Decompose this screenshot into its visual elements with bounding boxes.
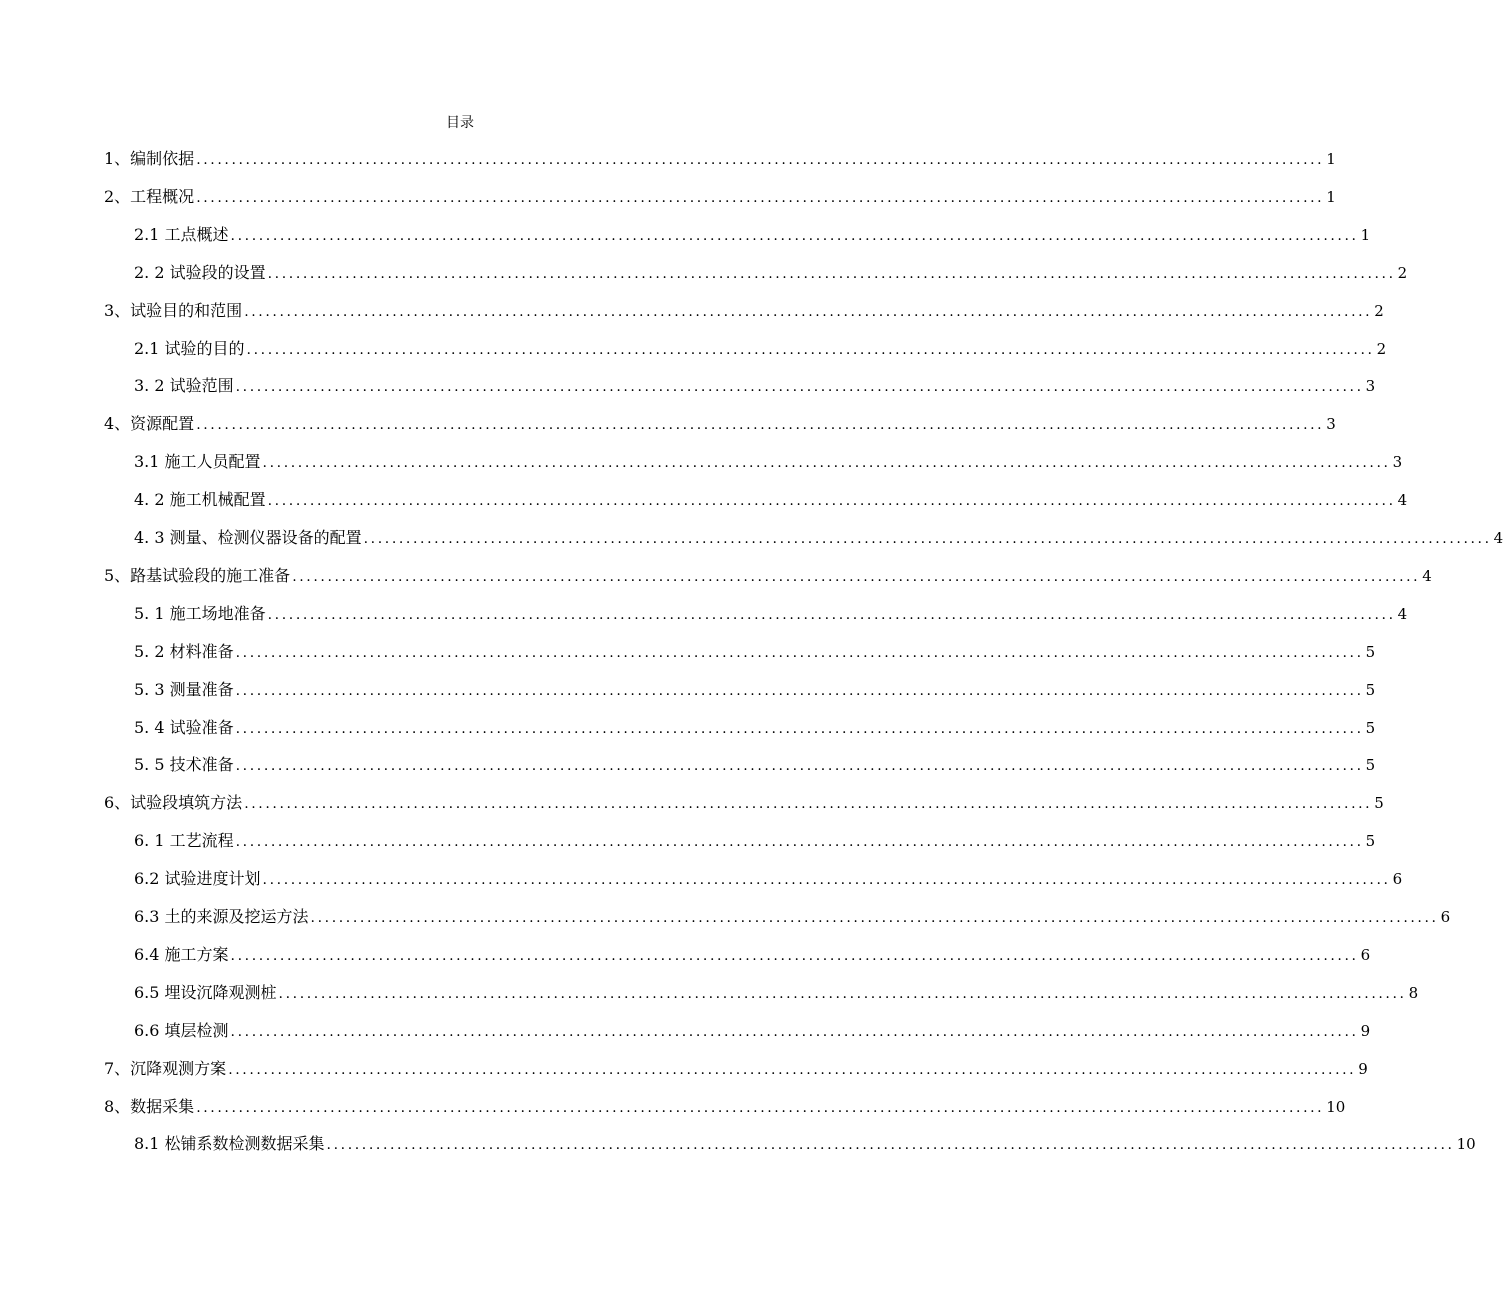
toc-dot-leader: ................................................................................................................................................................: [363, 531, 1492, 547]
toc-page-number: 5: [1365, 643, 1376, 661]
toc-page-number: 1: [1360, 226, 1371, 244]
toc-dot-leader: ................................................................................................................................................................: [196, 1100, 1325, 1116]
toc-page-number: 4: [1493, 529, 1503, 547]
toc-page-number: 5: [1365, 681, 1376, 699]
toc-dot-leader: ................................................................................................................................................................: [246, 342, 1375, 358]
toc-entry-label: 1、编制依据: [104, 149, 195, 168]
toc-entry-label: 3.1 施工人员配置: [134, 452, 261, 471]
toc-entry[interactable]: [104, 564, 1432, 588]
toc-dot-leader: ................................................................................................................................................................: [230, 228, 1359, 244]
toc-entry-label: 2. 2 试验段的设置: [134, 263, 266, 282]
toc-entry-label: 4. 2 施工机械配置: [134, 490, 266, 509]
toc-title: 目录: [446, 115, 474, 131]
toc-entry[interactable]: [134, 374, 1376, 398]
toc-page-number: 10: [1456, 1135, 1476, 1153]
toc-entry-label: 2.1 工点概述: [134, 225, 229, 244]
toc-dot-leader: ................................................................................................................................................................: [235, 379, 1364, 395]
toc-page-number: 8: [1408, 984, 1419, 1002]
toc-entry[interactable]: [134, 337, 1387, 361]
toc-page-number: 5: [1365, 719, 1376, 737]
toc-dot-leader: ................................................................................................................................................................: [196, 190, 1325, 206]
toc-entry[interactable]: [134, 867, 1403, 891]
toc-dot-leader: ................................................................................................................................................................: [267, 607, 1396, 623]
toc-dot-leader: ................................................................................................................................................................: [244, 304, 1373, 320]
toc-page-number: 2: [1374, 302, 1384, 320]
toc-entry-label: 6.4 施工方案: [134, 945, 229, 964]
toc-page-number: 3: [1365, 377, 1376, 395]
toc-entry[interactable]: [104, 185, 1336, 209]
toc-entry-label: 6、试验段填筑方法: [104, 793, 243, 812]
toc-entry[interactable]: [134, 829, 1376, 853]
toc-page-number: 4: [1397, 491, 1408, 509]
toc-entry-label: 5. 1 施工场地准备: [134, 604, 266, 623]
toc-entry-label: 5. 4 试验准备: [134, 718, 234, 737]
toc-page-number: 2: [1397, 264, 1408, 282]
toc-entry-label: 5. 3 测量准备: [134, 680, 234, 699]
toc-page-number: 1: [1326, 150, 1336, 168]
toc-dot-leader: ................................................................................................................................................................: [228, 1062, 1357, 1078]
toc-entry[interactable]: [134, 1132, 1476, 1156]
toc-entry[interactable]: [134, 905, 1451, 929]
toc-entry-label: 6.3 土的来源及挖运方法: [134, 907, 309, 926]
toc-page-number: 6: [1392, 870, 1403, 888]
toc-entry-label: 5、路基试验段的施工准备: [104, 566, 291, 585]
toc-entry[interactable]: [134, 981, 1419, 1005]
toc-dot-leader: ................................................................................................................................................................: [292, 569, 1421, 585]
toc-entry[interactable]: [104, 412, 1336, 436]
toc-page-number: 5: [1365, 832, 1376, 850]
toc-dot-leader: ................................................................................................................................................................: [230, 1024, 1359, 1040]
toc-dot-leader: ................................................................................................................................................................: [235, 645, 1364, 661]
toc-page-number: 4: [1422, 567, 1432, 585]
toc-dot-leader: ................................................................................................................................................................: [235, 758, 1364, 774]
toc-entry[interactable]: [134, 1019, 1371, 1043]
toc-entry-label: 4. 3 测量、检测仪器设备的配置: [134, 528, 362, 547]
toc-entry-label: 6.6 填层检测: [134, 1021, 229, 1040]
toc-entry-label: 6. 1 工艺流程: [134, 831, 234, 850]
toc-entry[interactable]: [104, 1095, 1346, 1119]
toc-page-number: 6: [1360, 946, 1371, 964]
toc-dot-leader: ................................................................................................................................................................: [235, 721, 1364, 737]
toc-dot-leader: ................................................................................................................................................................: [230, 948, 1359, 964]
toc-dot-leader: ................................................................................................................................................................: [267, 266, 1396, 282]
toc-entry-label: 5. 5 技术准备: [134, 755, 234, 774]
toc-entry[interactable]: [134, 488, 1408, 512]
toc-entry[interactable]: [134, 223, 1371, 247]
toc-entry[interactable]: [134, 678, 1376, 702]
toc-dot-leader: ................................................................................................................................................................: [235, 683, 1364, 699]
toc-page-number: 10: [1326, 1098, 1346, 1116]
toc-entry[interactable]: [134, 753, 1376, 777]
toc-entry-label: 8、数据采集: [104, 1097, 195, 1116]
toc-page-number: 3: [1326, 415, 1336, 433]
toc-entry[interactable]: [104, 791, 1384, 815]
toc-page-number: 6: [1440, 908, 1451, 926]
toc-entry[interactable]: [104, 299, 1384, 323]
toc-page-number: 4: [1397, 605, 1408, 623]
toc-entry-label: 4、资源配置: [104, 414, 195, 433]
toc-page-number: 5: [1365, 756, 1376, 774]
toc-entry[interactable]: [104, 147, 1336, 171]
toc-entry-label: 6.2 试验进度计划: [134, 869, 261, 888]
toc-dot-leader: ................................................................................................................................................................: [267, 493, 1396, 509]
toc-dot-leader: ................................................................................................................................................................: [196, 152, 1325, 168]
toc-entry[interactable]: [134, 450, 1403, 474]
toc-page-number: 2: [1376, 340, 1387, 358]
toc-entry[interactable]: [134, 602, 1408, 626]
toc-entry[interactable]: [134, 640, 1376, 664]
toc-entry[interactable]: [104, 1057, 1368, 1081]
toc-page-number: 1: [1326, 188, 1336, 206]
toc-page-number: 5: [1374, 794, 1384, 812]
toc-entry-label: 8.1 松铺系数检测数据采集: [134, 1134, 325, 1153]
toc-dot-leader: ................................................................................................................................................................: [262, 455, 1391, 471]
toc-entry[interactable]: [134, 261, 1408, 285]
toc-dot-leader: ................................................................................................................................................................: [278, 986, 1407, 1002]
toc-entry-label: 2.1 试验的目的: [134, 339, 245, 358]
toc-entry[interactable]: [134, 526, 1503, 550]
toc-entry-label: 6.5 埋设沉降观测桩: [134, 983, 277, 1002]
toc-page-number: 9: [1358, 1060, 1368, 1078]
toc-page-number: 9: [1360, 1022, 1371, 1040]
toc-entry-label: 3、试验目的和范围: [104, 301, 243, 320]
toc-entry[interactable]: [134, 943, 1371, 967]
toc-entry-label: 3. 2 试验范围: [134, 376, 234, 395]
toc-page-number: 3: [1392, 453, 1403, 471]
toc-dot-leader: ................................................................................................................................................................: [196, 417, 1325, 433]
toc-dot-leader: ................................................................................................................................................................: [244, 796, 1373, 812]
toc-dot-leader: ................................................................................................................................................................: [326, 1137, 1455, 1153]
toc-dot-leader: ................................................................................................................................................................: [235, 834, 1364, 850]
toc-dot-leader: ................................................................................................................................................................: [262, 872, 1391, 888]
toc-dot-leader: ................................................................................................................................................................: [310, 910, 1439, 926]
toc-entry-label: 2、工程概况: [104, 187, 195, 206]
toc-entry[interactable]: [134, 716, 1376, 740]
toc-entry-label: 7、沉降观测方案: [104, 1059, 227, 1078]
toc-entry-label: 5. 2 材料准备: [134, 642, 234, 661]
